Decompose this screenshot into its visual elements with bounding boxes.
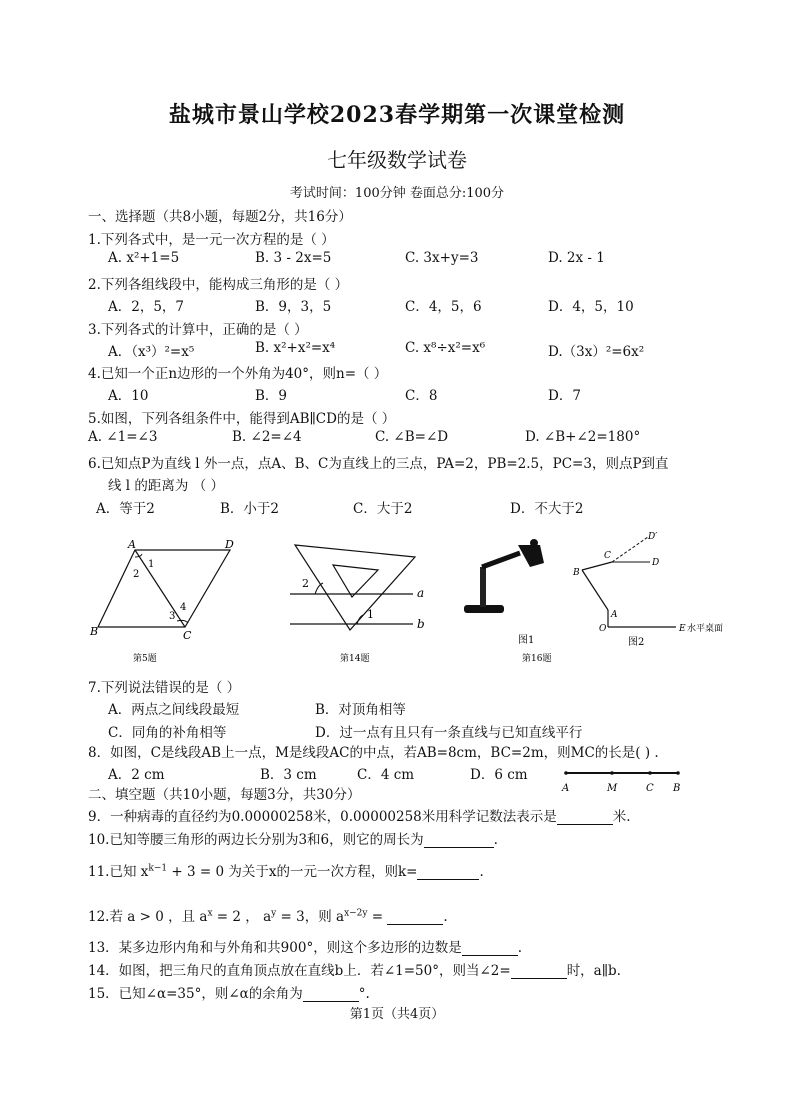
question-14: [88, 959, 621, 979]
question-9: [88, 805, 631, 825]
question-3-option-b: B. x²+x²=x⁴: [255, 340, 336, 356]
figure-q16-desk-lamp: [460, 535, 560, 665]
figure-1-caption: 图1: [518, 635, 535, 646]
question-5-option-d: D. ∠B+∠2=180°: [525, 429, 641, 445]
question-2-option-d: D．4，5，10: [548, 299, 634, 315]
question-13-answer-blank[interactable]: [462, 941, 518, 956]
question-15-tail: °.: [358, 986, 370, 1002]
question-11-tail: .: [479, 864, 484, 880]
svg-text:D: D: [225, 538, 234, 551]
question-13: [88, 936, 522, 956]
question-3-stem: 3.下列各式的计算中，正确的是（ ）: [88, 322, 308, 338]
section-heading-fill: 二、填空题（共10小题，每题3分，共30分）: [88, 787, 361, 803]
svg-text:C: C: [604, 551, 611, 561]
question-2-stem: 2.下列各组线段中，能构成三角形的是（ ）: [88, 277, 349, 293]
figure-2-caption: 图2: [628, 637, 645, 648]
question-12-exp-x: x: [207, 908, 213, 919]
question-8-option-a: A．2 cm: [108, 767, 165, 783]
svg-text:4: 4: [180, 602, 187, 613]
svg-text:b: b: [417, 617, 425, 631]
question-6-stem: 6.已知点P为直线 l 外一点，点A、B、C为直线上的三点，PA=2，PB=2.5，PC=3，则点P到直: [88, 456, 669, 472]
question-8-stem: 8．如图，C是线段AB上一点，M是线段AC的中点，若AB=8cm，BC=2m，则MC的长是( ) .: [88, 745, 659, 761]
question-7-option-a: A．两点之间线段最短: [108, 702, 240, 718]
question-15-text: 15．已知∠α=35°，则∠α的余角为: [88, 986, 303, 1002]
question-6-option-b: B．小于2: [220, 501, 280, 517]
svg-text:C: C: [183, 629, 192, 642]
svg-text:B: B: [90, 625, 99, 638]
question-5-stem: 5.如图，下列各组条件中，能得到AB∥CD的是（ ）: [88, 411, 396, 427]
question-13-tail: .: [517, 940, 522, 956]
question-11-exponent: k−1: [148, 863, 168, 874]
svg-text:A: A: [128, 538, 136, 551]
figure-2-desk-label: 水平桌面: [687, 624, 724, 634]
question-7-stem: 7.下列说法错误的是（ ）: [88, 680, 241, 696]
question-12-exp-y: y: [271, 908, 277, 919]
svg-text:2: 2: [133, 569, 140, 580]
question-6-option-a: A．等于2: [96, 501, 155, 517]
question-9-text: 9．一种病毒的直径约为0.00000258米，0.00000258米用科学记数法表示是: [88, 809, 557, 825]
question-3-option-d: D.（3x）²=6x²: [548, 344, 645, 360]
svg-text:3: 3: [169, 611, 176, 622]
question-9-tail: 米.: [612, 809, 631, 825]
question-4-stem: 4.已知一个正n边形的一个外角为40°，则n=（ ）: [88, 366, 388, 382]
question-14-text: 14．如图，把三角尺的直角顶点放在直线b上．若∠1=50°，则当∠2=: [88, 963, 511, 979]
question-12-text: 12.若 a > 0 ，且 a: [88, 909, 208, 925]
question-6-stem-continued: 线 l 的距离为 （ ）: [108, 478, 224, 494]
question-3-option-c: C. x⁸÷x²=x⁶: [405, 340, 486, 356]
question-12: [88, 905, 448, 925]
figure-q16-caption: 第16题: [522, 654, 552, 664]
question-4-option-c: C．8: [405, 388, 438, 404]
svg-text:a: a: [417, 586, 425, 600]
svg-text:1: 1: [367, 608, 374, 621]
question-10-text: 10.已知等腰三角形的两边长分别为3和6，则它的周长为: [88, 832, 424, 848]
question-1-option-b: B. 3 - 2x=5: [255, 250, 332, 266]
question-3-option-a: A．（x³）²=x⁵: [108, 344, 195, 360]
figure-q14-caption: 第14题: [340, 654, 370, 664]
svg-text:E: E: [679, 624, 686, 634]
page-footer: 第1页（共4页）: [349, 1007, 445, 1022]
question-1-option-d: D. 2x - 1: [548, 250, 605, 266]
svg-text:B: B: [673, 783, 681, 794]
question-1-option-c: C. 3x+y=3: [405, 250, 479, 266]
question-5-option-a: A. ∠1=∠3: [88, 429, 158, 445]
svg-text:O: O: [599, 624, 607, 634]
question-15: [88, 982, 370, 1002]
question-10: [88, 828, 498, 848]
question-10-answer-blank[interactable]: [424, 833, 494, 848]
question-11-mid: + 3 = 0 为关于x的一元一次方程，则k=: [167, 864, 418, 880]
question-6-option-d: D．不大于2: [510, 501, 584, 517]
question-12-tail: .: [443, 909, 448, 925]
svg-text:M: M: [607, 783, 618, 794]
question-7-option-b: B．对顶角相等: [315, 702, 406, 718]
svg-text:A: A: [611, 610, 618, 620]
question-11-text: 11.已知 x: [88, 864, 149, 880]
svg-text:C: C: [646, 783, 654, 794]
question-6-option-c: C．大于2: [353, 501, 413, 517]
svg-text:B: B: [573, 568, 580, 578]
question-2-option-c: C．4，5，6: [405, 299, 482, 315]
question-11: [88, 860, 484, 880]
question-1-stem: 1.下列各式中，是一元一次方程的是（ ）: [88, 232, 335, 248]
question-2-option-b: B．9，3，5: [255, 299, 332, 315]
page-title: 盐城市景山学校2023春学期第一次课堂检测: [168, 102, 626, 128]
question-2-option-a: A．2，5，7: [108, 299, 185, 315]
question-12-mid2: = 3，则 a: [276, 909, 345, 925]
svg-text:D: D: [652, 558, 660, 568]
page-subtitle: 七年级数学试卷: [327, 148, 467, 172]
svg-text:1: 1: [148, 559, 155, 570]
question-5-option-b: B. ∠2=∠4: [232, 429, 302, 445]
svg-text:2: 2: [302, 577, 309, 590]
question-1-option-a: A. x²+1=5: [108, 250, 180, 266]
question-8-option-b: B．3 cm: [260, 767, 317, 783]
svg-text:D′: D′: [648, 532, 658, 542]
svg-text:A: A: [562, 783, 570, 794]
question-14-tail: 时，a∥b.: [566, 963, 621, 979]
figure-q5-caption: 第5题: [133, 654, 157, 664]
section-heading-choice: 一、选择题（共8小题，每题2分，共16分）: [88, 209, 352, 225]
figure-2-lamp-diagram: [568, 525, 748, 655]
question-8-option-d: D．6 cm: [470, 767, 528, 783]
question-12-answer-blank[interactable]: [387, 910, 443, 925]
figure-q5-parallelogram: [85, 535, 245, 665]
question-4-option-a: A．10: [108, 388, 149, 404]
question-12-mid3: =: [367, 909, 388, 925]
question-4-option-d: D．7: [548, 388, 581, 404]
question-4-option-b: B．9: [255, 388, 288, 404]
question-13-text: 13．某多边形内角和与外角和共900°，则这个多边形的边数是: [88, 940, 462, 956]
figure-q14-triangle-ruler: [285, 535, 445, 665]
question-15-answer-blank[interactable]: [303, 987, 359, 1002]
figure-q8-segment: [560, 766, 690, 794]
question-7-option-c: C．同角的补角相等: [108, 725, 227, 741]
question-8-option-c: C．4 cm: [357, 767, 415, 783]
question-7-option-d: D．过一点有且只有一条直线与已知直线平行: [315, 725, 583, 741]
question-12-mid1: = 2 ， a: [212, 909, 272, 925]
question-10-tail: .: [493, 832, 498, 848]
question-14-answer-blank[interactable]: [511, 964, 567, 979]
exam-meta: 考试时间：100分钟 卷面总分:100分: [289, 186, 505, 201]
question-5-option-c: C. ∠B=∠D: [375, 429, 449, 445]
question-12-exp-x-2y: x−2y: [344, 908, 368, 919]
question-11-answer-blank[interactable]: [417, 865, 479, 880]
question-9-answer-blank[interactable]: [557, 810, 613, 825]
